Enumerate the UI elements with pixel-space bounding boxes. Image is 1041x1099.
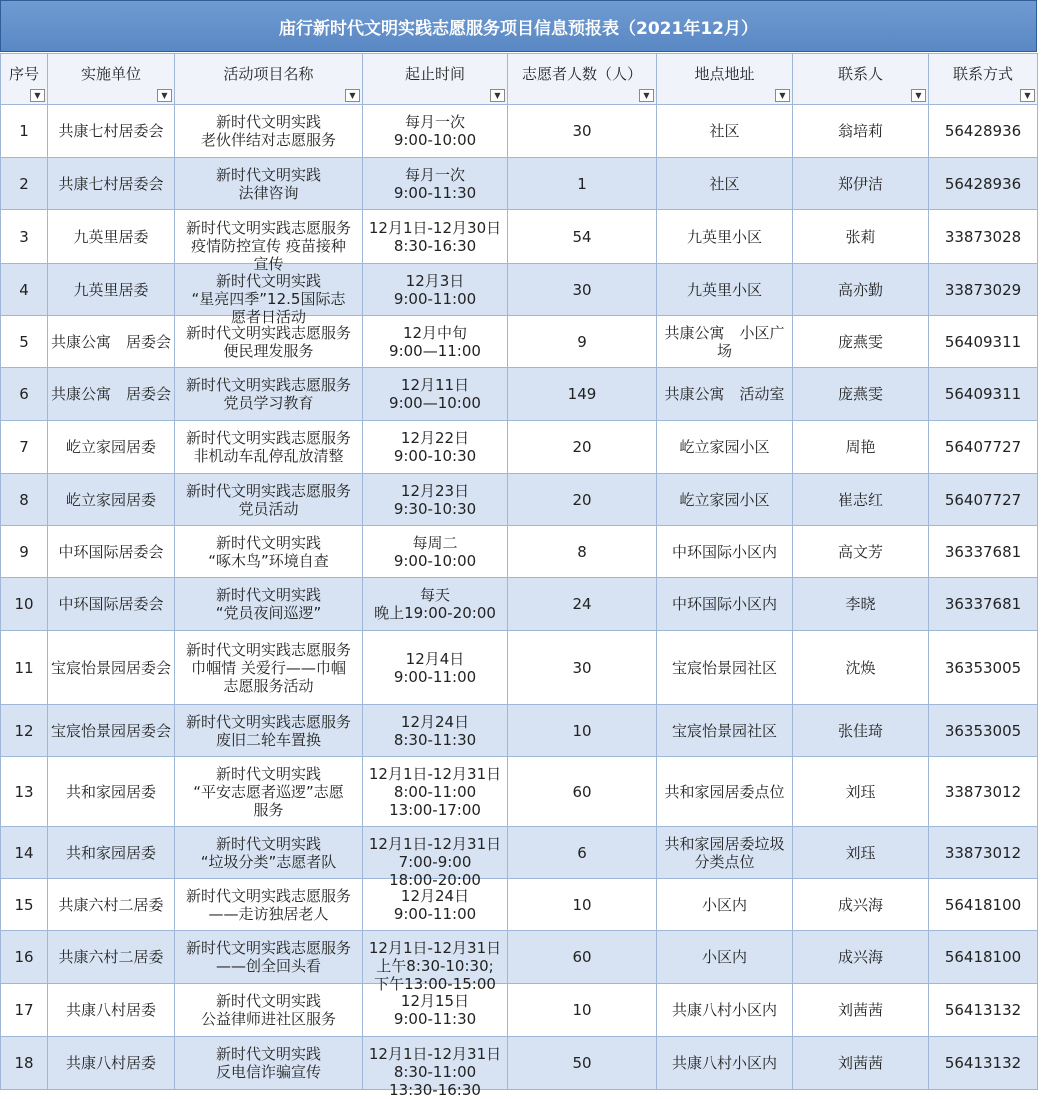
cell-contact[interactable]: 李晓 [793, 578, 929, 631]
filter-dropdown-icon[interactable]: ▼ [490, 89, 505, 102]
table-row [1, 757, 1038, 827]
cell-time[interactable]: 12月1日-12月31日 8:30-11:00 13:30-16:30 [363, 1037, 508, 1090]
cell-count[interactable]: 9 [508, 316, 657, 368]
cell-no[interactable]: 17 [1, 984, 48, 1037]
cell-count[interactable]: 8 [508, 526, 657, 578]
cell-contact[interactable]: 刘茜茜 [793, 1037, 929, 1090]
cell-time[interactable]: 12月3日 9:00-11:00 [363, 264, 508, 316]
cell-project[interactable]: 新时代文明实践 反电信诈骗宣传 [175, 1037, 363, 1090]
table-row [1, 474, 1038, 526]
cell-time[interactable]: 12月1日-12月31日 8:00-11:00 13:00-17:00 [363, 757, 508, 827]
cell-contact[interactable]: 周艳 [793, 421, 929, 474]
cell-phone[interactable]: 56407727 [929, 421, 1038, 474]
cell-unit[interactable]: 宝宸怡景园居委会 [48, 631, 175, 705]
table-row [1, 210, 1038, 264]
cell-unit[interactable]: 九英里居委 [48, 210, 175, 264]
cell-place[interactable]: 小区内 [657, 879, 793, 931]
cell-contact[interactable]: 庞燕雯 [793, 368, 929, 421]
cell-place[interactable]: 小区内 [657, 931, 793, 984]
cell-contact[interactable]: 刘珏 [793, 827, 929, 879]
cell-phone[interactable]: 56409311 [929, 368, 1038, 421]
cell-phone[interactable]: 56413132 [929, 984, 1038, 1037]
cell-time[interactable]: 每天 晚上19:00-20:00 [363, 578, 508, 631]
cell-count[interactable]: 60 [508, 757, 657, 827]
cell-project[interactable]: 新时代文明实践志愿服务 党员学习教育 [175, 368, 363, 421]
cell-time[interactable]: 12月24日 9:00-11:00 [363, 879, 508, 931]
cell-count[interactable]: 24 [508, 578, 657, 631]
cell-unit[interactable]: 九英里居委 [48, 264, 175, 316]
table-row [1, 931, 1038, 984]
cell-unit[interactable]: 共和家园居委 [48, 757, 175, 827]
cell-no[interactable]: 13 [1, 757, 48, 827]
cell-project[interactable]: 新时代文明实践志愿服务 ——创全回头看 [175, 931, 363, 984]
cell-time[interactable]: 12月15日 9:00-11:30 [363, 984, 508, 1037]
cell-count[interactable]: 1 [508, 158, 657, 210]
cell-phone[interactable]: 56428936 [929, 105, 1038, 158]
cell-unit[interactable]: 共康七村居委会 [48, 105, 175, 158]
cell-place[interactable]: 共和家园居委垃圾 分类点位 [657, 827, 793, 879]
header-place: 地点地址 ▼ [657, 54, 793, 105]
cell-place[interactable]: 共和家园居委点位 [657, 757, 793, 827]
table-row [1, 316, 1038, 368]
cell-count[interactable]: 20 [508, 474, 657, 526]
cell-count[interactable]: 30 [508, 105, 657, 158]
cell-no[interactable]: 18 [1, 1037, 48, 1090]
cell-contact[interactable]: 张莉 [793, 210, 929, 264]
cell-count[interactable]: 149 [508, 368, 657, 421]
cell-unit[interactable]: 共康八村居委 [48, 1037, 175, 1090]
filter-dropdown-icon[interactable]: ▼ [345, 89, 360, 102]
cell-place[interactable]: 九英里小区 [657, 210, 793, 264]
cell-place[interactable]: 共康公寓 小区广 场 [657, 316, 793, 368]
cell-count[interactable]: 60 [508, 931, 657, 984]
cell-project[interactable]: 新时代文明实践 “垃圾分类”志愿者队 [175, 827, 363, 879]
header-row [1, 54, 1038, 105]
cell-place[interactable]: 中环国际小区内 [657, 578, 793, 631]
cell-time[interactable]: 12月中旬 9:00—11:00 [363, 316, 508, 368]
table-row [1, 421, 1038, 474]
cell-place[interactable]: 屹立家园小区 [657, 474, 793, 526]
cell-no[interactable]: 1 [1, 105, 48, 158]
cell-count[interactable]: 20 [508, 421, 657, 474]
cell-project[interactable]: 新时代文明实践 “星亮四季”12.5国际志 愿者日活动 [175, 264, 363, 316]
cell-no[interactable]: 11 [1, 631, 48, 705]
cell-project[interactable]: 新时代文明实践 “党员夜间巡逻” [175, 578, 363, 631]
cell-project[interactable]: 新时代文明实践志愿服务 党员活动 [175, 474, 363, 526]
cell-no[interactable]: 16 [1, 931, 48, 984]
cell-time[interactable]: 12月24日 8:30-11:30 [363, 705, 508, 757]
cell-phone[interactable]: 33873012 [929, 827, 1038, 879]
cell-time[interactable]: 12月1日-12月31日 7:00-9:00 18:00-20:00 [363, 827, 508, 879]
cell-no[interactable]: 6 [1, 368, 48, 421]
cell-time[interactable]: 12月23日 9:30-10:30 [363, 474, 508, 526]
cell-contact[interactable]: 刘珏 [793, 757, 929, 827]
cell-count[interactable]: 10 [508, 984, 657, 1037]
cell-contact[interactable]: 成兴海 [793, 931, 929, 984]
cell-no[interactable]: 8 [1, 474, 48, 526]
cell-project[interactable]: 新时代文明实践志愿服务 疫情防控宣传 疫苗接种 宣传 [175, 210, 363, 264]
cell-project[interactable]: 新时代文明实践 “啄木鸟”环境自查 [175, 526, 363, 578]
table-row [1, 578, 1038, 631]
cell-time[interactable]: 12月1日-12月30日 8:30-16:30 [363, 210, 508, 264]
cell-contact[interactable]: 沈焕 [793, 631, 929, 705]
cell-contact[interactable]: 翁培莉 [793, 105, 929, 158]
filter-dropdown-icon[interactable]: ▼ [911, 89, 926, 102]
cell-unit[interactable]: 共康公寓 居委会 [48, 368, 175, 421]
filter-dropdown-icon[interactable]: ▼ [157, 89, 172, 102]
cell-unit[interactable]: 共康八村居委 [48, 984, 175, 1037]
cell-unit[interactable]: 共康六村二居委 [48, 879, 175, 931]
cell-phone[interactable]: 56418100 [929, 931, 1038, 984]
filter-dropdown-icon[interactable]: ▼ [775, 89, 790, 102]
cell-count[interactable]: 30 [508, 264, 657, 316]
cell-count[interactable]: 6 [508, 827, 657, 879]
cell-project[interactable]: 新时代文明实践志愿服务 便民理发服务 [175, 316, 363, 368]
cell-contact[interactable]: 高文芳 [793, 526, 929, 578]
cell-place[interactable]: 九英里小区 [657, 264, 793, 316]
cell-time[interactable]: 每周二 9:00-10:00 [363, 526, 508, 578]
cell-phone[interactable]: 33873012 [929, 757, 1038, 827]
cell-no[interactable]: 5 [1, 316, 48, 368]
cell-count[interactable]: 10 [508, 879, 657, 931]
cell-project[interactable]: 新时代文明实践志愿服务 废旧二轮车置换 [175, 705, 363, 757]
cell-contact[interactable]: 刘茜茜 [793, 984, 929, 1037]
cell-place[interactable]: 中环国际小区内 [657, 526, 793, 578]
cell-phone[interactable]: 36353005 [929, 631, 1038, 705]
cell-unit[interactable]: 宝宸怡景园居委会 [48, 705, 175, 757]
cell-time[interactable]: 12月1日-12月31日 上午8:30-10:30; 下午13:00-15:00 [363, 931, 508, 984]
filter-dropdown-icon[interactable]: ▼ [639, 89, 654, 102]
cell-no[interactable]: 14 [1, 827, 48, 879]
cell-project[interactable]: 新时代文明实践 法律咨询 [175, 158, 363, 210]
header-count: 志愿者人数（人） ▼ [508, 54, 657, 105]
cell-phone[interactable]: 36337681 [929, 578, 1038, 631]
table-row [1, 1037, 1038, 1090]
cell-no[interactable]: 7 [1, 421, 48, 474]
cell-contact[interactable]: 郑伊洁 [793, 158, 929, 210]
cell-contact[interactable]: 高亦勤 [793, 264, 929, 316]
cell-place[interactable]: 共康八村小区内 [657, 1037, 793, 1090]
header-project: 活动项目名称 ▼ [175, 54, 363, 105]
cell-place[interactable]: 宝宸怡景园社区 [657, 631, 793, 705]
cell-phone[interactable]: 56409311 [929, 316, 1038, 368]
header-phone: 联系方式 ▼ [929, 54, 1038, 105]
cell-time[interactable]: 12月11日 9:00—10:00 [363, 368, 508, 421]
cell-phone[interactable]: 36353005 [929, 705, 1038, 757]
cell-no[interactable]: 9 [1, 526, 48, 578]
cell-no[interactable]: 15 [1, 879, 48, 931]
cell-time[interactable]: 每月一次 9:00-10:00 [363, 105, 508, 158]
filter-dropdown-icon[interactable]: ▼ [30, 89, 45, 102]
cell-unit[interactable]: 屹立家园居委 [48, 421, 175, 474]
table-row [1, 158, 1038, 210]
cell-contact[interactable]: 成兴海 [793, 879, 929, 931]
table-row [1, 705, 1038, 757]
cell-unit[interactable]: 共康公寓 居委会 [48, 316, 175, 368]
cell-contact[interactable]: 庞燕雯 [793, 316, 929, 368]
filter-dropdown-icon[interactable]: ▼ [1020, 89, 1035, 102]
table-row [1, 368, 1038, 421]
volunteer-table [0, 53, 1038, 1099]
cell-project[interactable]: 新时代文明实践志愿服务 巾帼情 关爱行——巾帼 志愿服务活动 [175, 631, 363, 705]
cell-place[interactable]: 社区 [657, 105, 793, 158]
cell-unit[interactable]: 屹立家园居委 [48, 474, 175, 526]
cell-phone[interactable]: 56413132 [929, 1037, 1038, 1090]
header-time: 起止时间 ▼ [363, 54, 508, 105]
cell-phone[interactable]: 36337681 [929, 526, 1038, 578]
table-body [1, 105, 1038, 1099]
header-no: 序号 ▼ [1, 54, 48, 105]
cell-place[interactable]: 社区 [657, 158, 793, 210]
cell-count[interactable]: 10 [508, 705, 657, 757]
cell-place[interactable]: 宝宸怡景园社区 [657, 705, 793, 757]
cell-time[interactable]: 12月22日 9:00-10:30 [363, 421, 508, 474]
cell-project[interactable]: 新时代文明实践志愿服务 非机动车乱停乱放清整 [175, 421, 363, 474]
cell-no[interactable]: 4 [1, 264, 48, 316]
cell-project[interactable]: 新时代文明实践 老伙伴结对志愿服务 [175, 105, 363, 158]
table-row [1, 984, 1038, 1037]
cell-count[interactable]: 30 [508, 631, 657, 705]
cell-count[interactable]: 50 [508, 1037, 657, 1090]
cell-place[interactable]: 共康八村小区内 [657, 984, 793, 1037]
header-unit: 实施单位 ▼ [48, 54, 175, 105]
header-contact: 联系人 ▼ [793, 54, 929, 105]
cell-phone[interactable]: 33873028 [929, 210, 1038, 264]
cell-contact[interactable]: 张佳琦 [793, 705, 929, 757]
cell-phone[interactable]: 33873029 [929, 264, 1038, 316]
cell-phone[interactable]: 56428936 [929, 158, 1038, 210]
table-row [1, 631, 1038, 705]
table-row [1, 827, 1038, 879]
cell-time[interactable]: 每月一次 9:00-11:30 [363, 158, 508, 210]
cell-count[interactable]: 54 [508, 210, 657, 264]
cell-contact[interactable]: 崔志红 [793, 474, 929, 526]
cell-place[interactable]: 屹立家园小区 [657, 421, 793, 474]
table-row [1, 879, 1038, 931]
cell-unit[interactable]: 中环国际居委会 [48, 526, 175, 578]
cell-unit[interactable]: 中环国际居委会 [48, 578, 175, 631]
cell-unit[interactable]: 共和家园居委 [48, 827, 175, 879]
table-row [1, 264, 1038, 316]
cell-project[interactable]: 新时代文明实践 “平安志愿者巡逻”志愿 服务 [175, 757, 363, 827]
cell-project[interactable]: 新时代文明实践志愿服务 ——走访独居老人 [175, 879, 363, 931]
cell-unit[interactable]: 共康六村二居委 [48, 931, 175, 984]
cell-project[interactable]: 新时代文明实践 公益律师进社区服务 [175, 984, 363, 1037]
cell-time[interactable]: 12月4日 9:00-11:00 [363, 631, 508, 705]
cell-no[interactable]: 3 [1, 210, 48, 264]
cell-unit[interactable]: 共康七村居委会 [48, 158, 175, 210]
table-row [1, 105, 1038, 158]
table-row [1, 526, 1038, 578]
cell-no[interactable]: 2 [1, 158, 48, 210]
cell-no[interactable]: 10 [1, 578, 48, 631]
cell-phone[interactable]: 56407727 [929, 474, 1038, 526]
cell-place[interactable]: 共康公寓 活动室 [657, 368, 793, 421]
cell-no[interactable]: 12 [1, 705, 48, 757]
cell-phone[interactable]: 56418100 [929, 879, 1038, 931]
sheet-title: 庙行新时代文明实践志愿服务项目信息预报表（2021年12月） [0, 0, 1037, 52]
